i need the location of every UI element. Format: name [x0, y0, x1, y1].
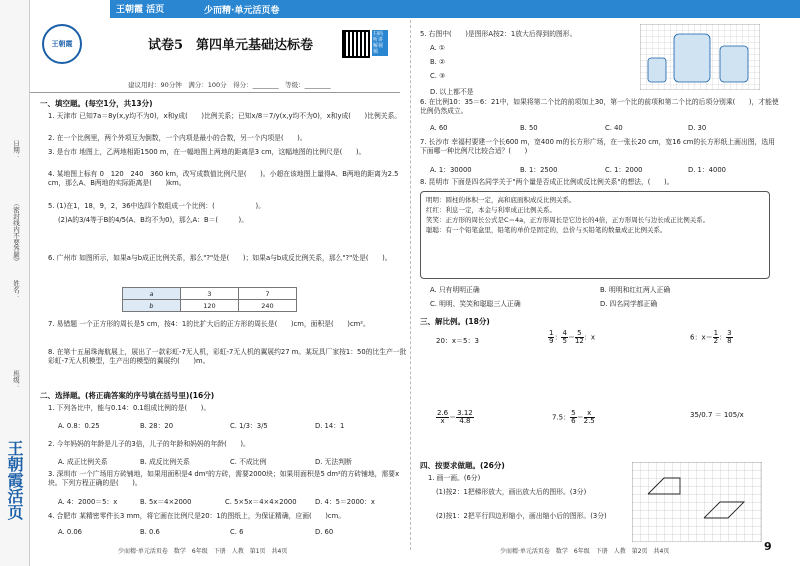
section-2-heading: 二、选择题。(将正确答案的序号填在括号里)(16分): [40, 391, 215, 400]
option[interactable]: C. 5×5x＝4×4×2000: [225, 498, 297, 506]
option[interactable]: D. 14：1: [315, 422, 345, 430]
option[interactable]: D. 无法判断: [315, 458, 352, 466]
question-1-6: 6. 广州市 如图所示，如果a与b成正比例关系，那么"?"处是( )；如果a与b成反比例关系，那么"?"处是( )。: [48, 254, 392, 262]
option[interactable]: B. 5x＝4×2000: [140, 498, 192, 506]
opinion-line: 红红：利息一定，本金与利率成正比例关系。: [426, 206, 556, 214]
option[interactable]: C. 1/3：3/5: [230, 422, 268, 430]
table-row-label: b: [123, 300, 181, 312]
option[interactable]: D. 以上都不是: [430, 88, 474, 96]
page-title: 试卷5 第四单元基础达标卷: [148, 38, 314, 53]
option[interactable]: A. 1：30000: [430, 166, 472, 174]
question-1-2: 2. 在一个比例里，两个外项互为倒数，一个内项是最小的合数，另一个内项是( )。: [48, 134, 307, 142]
section-1-heading: 一、填空题。(每空1分，共13分): [40, 99, 153, 108]
option[interactable]: A. 只有明明正确: [430, 286, 480, 294]
equation-2: $\frac{1}{9}$ ： $\frac{4}{5}$ ＝ $\frac{5}{12}$ ：x: [549, 329, 596, 345]
equation-6: 35/0.7 ＝ 105/x: [690, 411, 744, 419]
question-2-8: 8. 昆明市 下面是四名同学关于"两个量是否成正比例或反比例关系"的想法，( )。: [420, 178, 674, 186]
equation-3: 6：x＝ $\frac{1}{2}$ ： $\frac{3}{8}$: [690, 329, 732, 345]
class-label: 班级：: [12, 370, 20, 390]
date-label: 日期：: [12, 140, 20, 160]
option[interactable]: A. 成正比例关系: [58, 458, 108, 466]
header-divider: [30, 92, 400, 93]
option[interactable]: C. 不成比例: [230, 458, 267, 466]
option[interactable]: A. 60: [430, 124, 448, 132]
question-1-5-1: 5. (1)在1，18，9，2，36中选四个数组成一个比例：( )。: [48, 202, 265, 210]
option[interactable]: D. 30: [688, 124, 707, 132]
question-4-1-2: (2)按1：2把平行四边形缩小，画出缩小后的图形。(3分): [436, 512, 607, 520]
question-4-1: 1. 画一画。(6分): [428, 474, 481, 482]
table-row: [123, 288, 297, 300]
drawing-grid[interactable]: [632, 462, 762, 542]
left-binding-strip: [0, 0, 30, 566]
option[interactable]: C. 40: [605, 124, 623, 132]
option[interactable]: B. 成反比例关系: [140, 458, 190, 466]
footer-left: 少而精·单元活页卷 数学 6年级 下册 人教 第1页 共4页: [118, 548, 288, 555]
student-opinions-box: [420, 191, 770, 279]
qr-code-icon[interactable]: [342, 30, 370, 58]
question-1-5-2: (2)A的3/4等于B的4/5(A、B均不为0)，那么A：B＝( )。: [58, 216, 248, 224]
opinion-line: 聪聪：有一个铅笔盒里，铅笔的单价是固定的，总价与买铅笔的数量成正比例关系。: [426, 226, 667, 234]
column-divider: [410, 20, 411, 550]
question-1-7: 7. 易错题 一个正方形的周长是5 cm，按4：1的比扩大后的正方形的周长是( )cm，面积是( )cm²。: [48, 320, 370, 328]
option[interactable]: A. 4：2000＝5：x: [58, 498, 118, 506]
option[interactable]: A. ①: [430, 44, 445, 52]
option[interactable]: C. 6: [230, 528, 244, 536]
series-name: 少而精·单元活页卷: [204, 6, 280, 16]
option[interactable]: B. 50: [520, 124, 538, 132]
cut-note: （密封线内不要答题）: [12, 200, 20, 265]
qr-note: 扫码听讲解视频: [372, 30, 388, 56]
footer-right: 少而精·单元活页卷 数学 6年级 下册 人教 第2页 共4页: [500, 548, 670, 555]
question-4-1-1: (1)按2：1把梯形放大，画出放大后的图形。(3分): [436, 488, 587, 496]
question-2-4: 4. 合肥市 某精密零件长3 mm，将它画在比例尺是20：1的图纸上，为保证精确，应画( )cm。: [48, 512, 346, 520]
option[interactable]: A. 0.8：0.25: [58, 422, 100, 430]
equation-1: 20：x＝5：3: [436, 337, 479, 345]
question-1-8: 8. 在第十五届珠海航展上，展出了一款彩虹-7无人机，彩虹-7无人机的翼展约27 m。某玩具厂家按1：50的比生产一批彩虹-7无人机模型，生产出的模型的翼展约( )m。: [48, 348, 407, 365]
option[interactable]: B. 0.6: [140, 528, 160, 536]
section-3-heading: 三、解比例。(18分): [420, 317, 490, 326]
opinion-line: 笑笑：正方形的周长公式是C＝4a，正方形周长是它边长的4倍，正方形周长与边长成正比例关系。: [426, 216, 710, 224]
exam-meta: 建议用时：90分钟 满分：100分 得分：________ 等级：________: [128, 81, 331, 89]
figure-grid: [640, 24, 760, 90]
option[interactable]: C. 1：2000: [605, 166, 643, 174]
option[interactable]: D. 4：5＝2000：x: [315, 498, 375, 506]
question-2-5: 5. 右图中( )是图形A按2：1放大后得到的图形。: [420, 30, 577, 38]
table-row-label: a: [123, 288, 181, 300]
equation-4: $\frac{2.6}{x}$ ＝ $\frac{3.12}{4.8}$: [437, 409, 473, 425]
option[interactable]: C. ③: [430, 72, 446, 80]
question-1-3: 3. 是台市 地图上，乙两地相距1500 m，在一幅地图上两地的距离是3 cm，这幅地图的比例尺是( )。: [48, 148, 366, 156]
option[interactable]: B. 28：20: [140, 422, 174, 430]
name-label: 姓名：: [12, 280, 20, 300]
option[interactable]: B. ②: [430, 58, 446, 66]
table-cell: 120: [181, 300, 239, 312]
question-2-1: 1. 下列各比中，能与0.14：0.1组成比例的是( )。: [48, 404, 211, 412]
option[interactable]: D. 60: [315, 528, 334, 536]
option[interactable]: D. 1：4000: [688, 166, 726, 174]
opinion-line: 明明：圆柱的体积一定，高和底面积成反比例关系。: [426, 196, 576, 204]
page-number: 9: [764, 540, 772, 553]
table-cell: 240: [239, 300, 297, 312]
question-2-2: 2. 今年妈妈的年龄是儿子的3倍，儿子的年龄和妈妈的年龄( )。: [48, 440, 250, 448]
question-1-1: 1. 天津市 已知7a＝8y(x,y均不为0)，x和y成( )比例关系；已知x/8＝7/y(x,y均不为0)，x和y成( )比例关系。: [48, 112, 402, 120]
option[interactable]: D. 四名同学都正确: [600, 300, 658, 308]
option[interactable]: B. 明明和红红两人正确: [600, 286, 671, 294]
question-2-3: 3. 深圳市 一个广场用方砖铺地，如果用面积是4 dm²的方砖，需要2000块；如果用面积是5 dm²的方砖铺地，需要x块。下列方程正确的是( )。: [48, 470, 400, 487]
ratio-table: [122, 287, 297, 312]
option[interactable]: A. 0.06: [58, 528, 82, 536]
question-2-7: 7. 长沙市 幸福村要建一个长600 m，宽400 m的长方形广场，在一张长20 cm，宽16 cm的长方形纸上画出图，选用下面哪一种比例尺比较合适？( ): [420, 138, 775, 155]
publisher-logo: 王朝霞: [42, 24, 82, 64]
section-4-heading: 四、按要求做题。(26分): [420, 461, 505, 470]
table-cell: 7: [239, 288, 297, 300]
option[interactable]: C. 明明、笑笑和聪聪三人正确: [430, 300, 521, 308]
equation-5: 7.5： $\frac{5}{6}$ ＝ $\frac{x}{2.5}$: [552, 409, 595, 425]
brand-name: 王朝霞 活页: [116, 5, 165, 15]
table-row: [123, 300, 297, 312]
option[interactable]: B. 1：2500: [520, 166, 558, 174]
question-1-4: 4. 某地图上标有 0 120 240 360 km，改写成数值比例尺是( )。小超在该地图上量得A、B两地的距离为2.5 cm，那么A、B两地的实际距离是( )km。: [48, 170, 399, 187]
vertical-brand: 王朝霞活页: [5, 440, 24, 520]
table-cell: 3: [181, 288, 239, 300]
question-2-6: 6. 在比例10：35＝6：21中，如果将第二个比的前项加上30，第一个比的前项和第二个比的后项分别乘( )，才能使比例仍然成立。: [420, 98, 779, 115]
